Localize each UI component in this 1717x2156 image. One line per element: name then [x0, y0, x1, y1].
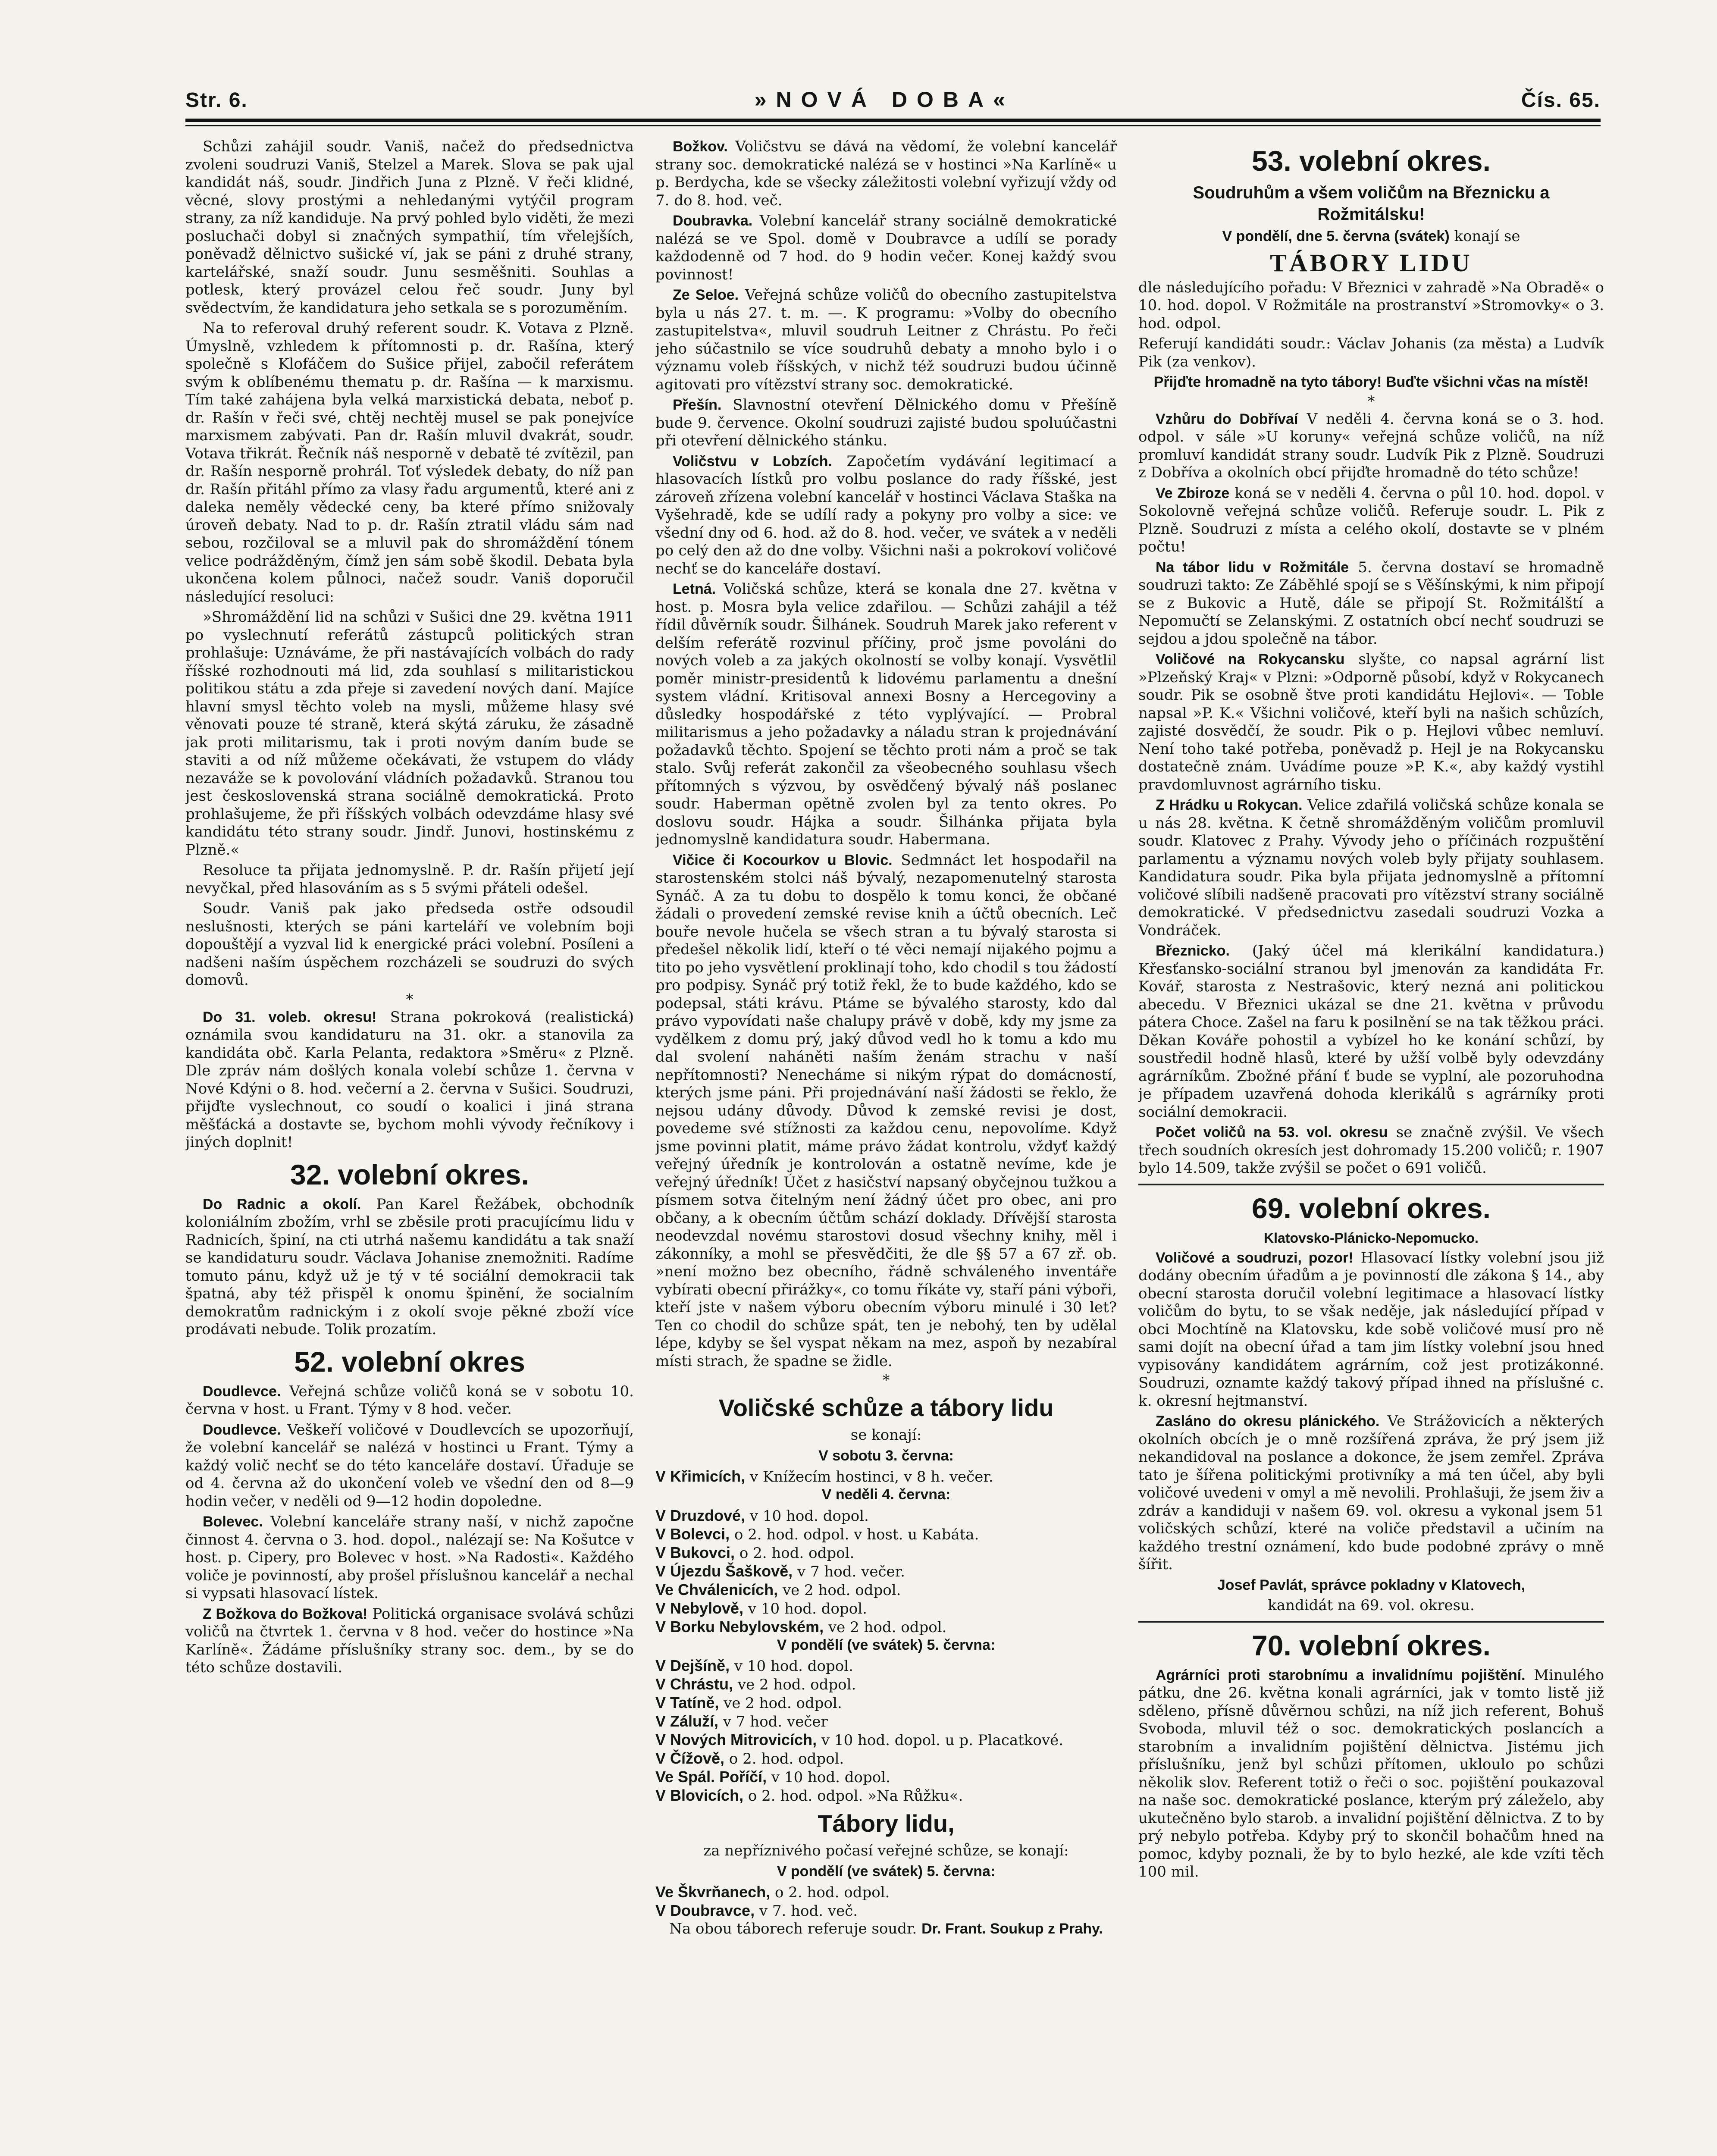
- section-subheading: Klatovsko-Plánicko-Nepomucko.: [1264, 1230, 1479, 1246]
- rally-item-place: V Doubravce,: [655, 1902, 755, 1919]
- schedule-item-time: v 10 hod. dopol.: [745, 1507, 869, 1525]
- section-rule: [1138, 1184, 1604, 1185]
- schedule-item-place: Ve Spál. Poříčí,: [655, 1768, 767, 1786]
- article: [1138, 1413, 1604, 1574]
- article: [1138, 1667, 1604, 1881]
- article-heading: Počet voličů na 53. vol. okresu: [1156, 1124, 1388, 1141]
- schedule-list-sunday: [655, 1507, 1117, 1636]
- rally-item: [655, 1883, 1117, 1902]
- article: [185, 1421, 634, 1511]
- schedule-item-time: ve 2 hod. odpol.: [824, 1618, 947, 1636]
- article-body: Strana pokroková (realistická) oznámila svou kandidaturu na 31. okr. a stanovila za kandidáta obč. Karla Pelanta, redaktora »Směru« z Plzně. Dle zpráv nám došlých konala volebí schůze 1. června v Nové Kdýni o 8. hod. večerní a 2. června v Sušici. Soudruzi, přijďte vyslechnout, co soudí o koalici i jiná strana měšťácká a dostavte se, bychom mohli vývody řečníkovy i jiných doplnit!: [185, 1008, 634, 1151]
- rallies-speaker-name: Dr. Frant. Soukup z Prahy.: [921, 1921, 1103, 1937]
- article-body: Veřejná schůze voličů koná se v sobotu 10. června v host. u Frant. Týmy v 8 hod. večer.: [185, 1382, 634, 1418]
- schedule-item-time: ve 2 hod. odpol.: [719, 1695, 842, 1712]
- section-heading: 70. volební okres.: [1252, 1629, 1491, 1661]
- schedule-item: [655, 1618, 1117, 1636]
- column-1: [185, 138, 634, 2156]
- schedule-item: [655, 1694, 1117, 1712]
- section-heading: 69. volební okres.: [1252, 1192, 1491, 1224]
- article: [1138, 411, 1604, 482]
- article: [655, 852, 1117, 1371]
- article-body: koná se v neděli 4. června o půl 10. hod. dopol. v Sokolovně veřejná schůze voličů. Referuje soudr. L. Pik z Plzně. Soudruzi z místa a celého okolí, dostavte se v plném počtu!: [1138, 484, 1604, 555]
- schedule-item-place: V Křimicích,: [655, 1467, 746, 1485]
- article-body: Slavnostní otevření Dělnického domu v Přešíně bude 9. července. Okolní soudruzi zajisté budou spoluúčastni při otevření dělnického stánku.: [655, 396, 1117, 449]
- article: [1138, 1249, 1604, 1410]
- article-body: Veřejná schůze voličů do obecního zastupitelstva byla u nás 27. t. m. —. K programu: »Volby do obecního zastupitelstva«, mluvil soudruh Leitner z Chrástu. Po řeči jeho súčastnilo se více soudruhů debaty a mnoho bylo i o významu voleb říšských, v nichž též soudruzi budou účinně agitovati pro vítězství strany soc. demokratické.: [655, 286, 1117, 393]
- schedule-item-time: o 2. hod. odpol. v host. u Kabáta.: [730, 1526, 979, 1543]
- article: [1138, 485, 1604, 556]
- schedule-item-time: ve 2 hod. odpol.: [733, 1676, 856, 1693]
- schedule-item-place: V Újezdu Šaškově,: [655, 1562, 793, 1580]
- rally-date-bold: V pondělí, dne 5. června (svátek): [1222, 228, 1450, 244]
- schedule-item: [655, 1657, 1117, 1675]
- article: [655, 212, 1117, 284]
- signature-title: kandidát na 69. vol. okresu.: [1268, 1597, 1475, 1614]
- article-heading: Letná.: [673, 581, 716, 597]
- article-body: Politická organisace svolává schůzi voličů na čtvrtek 1. června v 8 hod. večer do hostince »Na Karlíně«. Žádáme příslušníky strany soc. dem., by se do této schůze dostavili.: [185, 1605, 634, 1676]
- paragraph: Referují kandidáti soudr.: Václav Johanis (za města) a Ludvík Pik (za venkov).: [1138, 335, 1604, 370]
- article-body: se značně zvýšil. Ve všech třech soudních okresích jest dohromady 15.200 voličů; r. 1907 bylo 14.509, takže zvýšil se počet o 691 voličů.: [1138, 1124, 1604, 1177]
- schedule-item-time: v Knížecím hostinci, v 8 h. večer.: [745, 1468, 993, 1485]
- article-heading: Ze Seloe.: [673, 287, 739, 303]
- section-rule: [1138, 1621, 1604, 1623]
- article-heading: Vzhůru do Dobřívaí: [1156, 411, 1298, 427]
- rally-item-time: v 7. hod. več.: [755, 1902, 858, 1920]
- schedule-item: [655, 1581, 1117, 1599]
- rallies-list: [655, 1883, 1117, 1920]
- schedule-subtitle: se konají:: [850, 1426, 922, 1444]
- article-heading: Z Hrádku u Rokycan.: [1156, 797, 1303, 813]
- article-body: Započetím vydávání legitimací a hlasovacích lístků pro volbu poslance do rady říšské, jest zároveň zřízena volební kancelář v hostinci Václava Staška na Vyšehradě, kde se udílí rady a pokyny pro volby a sice: ve všední dny od 6. hod. až do 8. hod. večer, ve svátek a v neděli po celý den až do dne volby. Všichni naši a pokrokoví voličové nechť se do kanceláře dostaví.: [655, 452, 1117, 577]
- schedule-item-place: V Bukovci,: [655, 1543, 735, 1561]
- article-heading: Božkov.: [673, 138, 728, 155]
- schedule-day: V pondělí (ve svátek) 5. června:: [777, 1863, 996, 1880]
- rally-title: TÁBORY LIDU: [1270, 248, 1473, 277]
- schedule-item: [655, 1525, 1117, 1544]
- article-heading: Agrárníci proti starobnímu a invalidnímu pojištění.: [1156, 1667, 1526, 1683]
- article-body: Veškeří voličové v Doudlevcích se upozorňují, že volební kancelář se nalézá v hostinci u Frant. Týmy a každý volič nechť se do této kanceláře dostaví. Úřaduje se od 4. června až do ukončení voleb ve všední den od 8—9 hodin večer, v neděli od 9—12 hodin dopoledne.: [185, 1421, 634, 1510]
- schedule-list-saturday: [655, 1467, 1117, 1486]
- schedule-item-time: o 2. hod. odpol. »Na Růžku«.: [743, 1787, 963, 1805]
- article-body: Minulého pátku, dne 26. května konali agrárníci, jak v tomto listě již sděleno, přísně důvěrnou schůzi, na níž jich referent, Bohuš Svoboda, mluvil též o soc. demokratických poslancích a starobním a invalidním pojištění dělnictva. Jistému jich příslušníku, jenž byl schůzi přítomen, ukloulo po schůzi několik slov. Referent totiž o řeči o soc. pojištění poukazoval na naše soc. demokratické poslance, kterým prý záleželo, aby ukutečněno bylo starob. a invalidní pojištění dělnictva. Z to by prý nebylo potřeba. Kdyby prý to skončil bohačům hned na pomoc, kdyby poznali, že by to bylo hezké, ale kde vzíti těch 100 mil.: [1138, 1666, 1604, 1880]
- rally-date: [1138, 228, 1604, 246]
- article-body: V neděli 4. června koná se o 3. hod. odpol. v sále »U koruny« veřejná schůze voličů, na níž promluví kandidát strany soudr. Ludvík Pik z Plzně. Soudruzi z Dobříva a okolních obcí přijďte hromadně do této schůze!: [1138, 410, 1604, 481]
- schedule-item-time: v 10 hod. dopol.: [767, 1769, 890, 1786]
- article-heading: Doudlevce.: [203, 1421, 281, 1438]
- schedule-list-monday: [655, 1657, 1117, 1805]
- article: [1138, 796, 1604, 940]
- schedule-day: V pondělí (ve svátek) 5. června:: [777, 1636, 996, 1653]
- article-body: Pan Karel Řežábek, obchodník koloniálním zbožím, vrhl se zběsile proti pracujícímu lidu v Radnicích, špiní, na cti utrhá našemu kandidátu a tak snaží se kandidaturu soudr. Václava Johanise znemožniti. Radíme tomuto pánu, když už je tý v té sociální demokracii tak špatná, aby též přispěl k onomu špinění, že socialním demokratům radnickým i z okolí svoje pěkné zboží více prodávati nebude. Tolik prozatím.: [185, 1195, 634, 1338]
- rallies-subtitle: za nepříznivého počasí veřejné schůze, se konají:: [703, 1842, 1069, 1859]
- schedule-item-time: o 2. hod. odpol.: [735, 1544, 855, 1562]
- schedule-item: [655, 1768, 1117, 1786]
- article-body: Volební kancelář strany sociálně demokratické nalézá se ve Spol. domě v Doubravce a udílí se porady každodenně od 7 hod. do 9 hodin večer. Konej každý svou povinnost!: [655, 212, 1117, 283]
- article-heading: Voličové a soudruzi, pozor!: [1156, 1249, 1354, 1266]
- issue-number: Čís. 65.: [1521, 89, 1601, 112]
- schedule-item: [655, 1786, 1117, 1805]
- schedule-item-place: V Dejšíně,: [655, 1657, 730, 1674]
- separator-star: *: [406, 990, 414, 1008]
- header-rule-thin: [185, 125, 1601, 126]
- article-body: Hlasovací lístky volební jsou již dodány obecním úřadům a je povinností dle zákona § 14., aby obecní starosta doručil volební legitimace a hlasovací lístky voličům do bytu, to se však neděje, jak následující případ v obci Mochtíně na Klatovsku, kde sobě voličové musí pro ně sami dojít na obecní úřad a tam jim lístky volební jsou hned vypisovány kandidátem agrárním, což jest protizákonné. Soudruzi, oznamte každý takový případ ihned na příslušné c. k. okresní hejtmanství.: [1138, 1249, 1604, 1410]
- schedule-item: [655, 1731, 1117, 1749]
- schedule-title: Voličské schůze a tábory lidu: [718, 1394, 1054, 1421]
- schedule-item-time: v 7 hod. večer: [718, 1713, 828, 1730]
- article-body: Volební kanceláře strany naší, v nichž započne činnost 4. června o 3. hod. dopol., nalézají se: Na Košutce v host. p. Cipery, pro Bolevec v host. »Na Radosti«. Každého voliče je povinností, aby prošel příslušnou kancelář a nechal si vypsati hlasovací lístek.: [185, 1513, 634, 1602]
- article-body: slyšte, co napsal agrární list »Plzeňský Kraj« v Plzni: »Odporně působí, když v Rokycanech soudr. Pik se osobně štve proti kandidátu Hejlovi«. — Toble napsal »P. K.« Všichni voličové, kteří byli na našich schůzích, zajisté dosvědčí, že soudr. Pik o p. Hejlovi vůbec nemluví. Není toho také potřeba, poněvadž p. Hejl je na Rokycansku dostatečně znám. Uvádíme pouze »P. K.«, aby každý vystihl pravdomluvnost agrárního tisku.: [1138, 651, 1604, 793]
- section-heading: 32. volební okres.: [290, 1158, 529, 1191]
- article-body: (Jaký účel má klerikální kandidatura.) Křesťansko-sociální stranou byl jmenován za kandidáta Fr. Kovář, starosta z Nestrašovic, který nezná ani politickou abecedu. V Březnici ukázal se dne 21. května v průvodu pátera Choce. Zašel na faru k posilnění se na tak těžkou práci. Děkan Kováře pohostil a vybízel ho ke konání schůzí, by soustředil hodně hlasů, které by užší volbě byly odevzdány agrárníkům. Zbožné přání ť bude se vyplní, ale pozoruhodna je případem uzavřená dohoda klerikálů s agrárníky proti sociální demokracii.: [1138, 942, 1604, 1121]
- schedule-item-place: V Nových Mitrovicích,: [655, 1731, 817, 1749]
- paragraph: Soudr. Vaniš pak jako předseda ostře odsoudil neslušnosti, kterých se páni karteláří ve volebním boji dopouštějí a vyzval lid k energické práci volební. Posíleni a nadšeni naším úspěchem rozcházeli se soudruzi do svých domovů.: [185, 900, 634, 989]
- article-heading: Z Božkova do Božkova!: [203, 1605, 368, 1622]
- columns: [185, 138, 1604, 2156]
- article: [655, 138, 1117, 210]
- header-rule: [185, 119, 1601, 122]
- article-body: Velice zdařilá voličská schůze konala se u nás 28. května. K četně shromážděným voličům promluvil soudr. Klatovec z Prahy. Vývody jeho o příčinách rozpuštění parlamentu a významu nových voleb byly přijaty souhlasem. Kandidatura soudr. Pika byla přijata jednomyslně a přítomní voličové slíbili nadšeně pracovati pro vítězství strany sociálně demokratické. V předsednictvu zasedali soudruzi Vozka a Vondráček.: [1138, 796, 1604, 939]
- column-2: [655, 138, 1117, 2156]
- rally-item: [655, 1902, 1117, 1920]
- schedule-item-place: V Bolevci,: [655, 1525, 730, 1543]
- article: [655, 453, 1117, 578]
- schedule-item: [655, 1467, 1117, 1486]
- article-heading: Do 31. voleb. okresu!: [203, 1009, 377, 1025]
- article-heading: Ve Zbiroze: [1156, 485, 1230, 501]
- article: [655, 286, 1117, 394]
- schedule-item-time: v 10 hod. dopol.: [743, 1600, 867, 1617]
- schedule-item-place: V Chrástu,: [655, 1675, 733, 1693]
- article: [1138, 942, 1604, 1121]
- rallies-title: Tábory lidu,: [818, 1810, 955, 1837]
- schedule-item-place: V Záluží,: [655, 1712, 719, 1730]
- article-heading: Do Radnic a okolí.: [203, 1196, 361, 1213]
- schedule-item: [655, 1599, 1117, 1618]
- schedule-item-time: v 10 hod. dopol. u p. Placatkové.: [817, 1732, 1063, 1749]
- paragraph: Na to referoval druhý referent soudr. K. Votava z Plzně. Úmyslně, vzhledem k přítomnosti p. dr. Rašína, který společně s Klofáčem do Sušice přijel, zabočil referátem svým k oblíbenému thematu p. dr. Rašína — k marxismu. Tím také zahájena byla velká marxistická debata, neboť p. dr. Rašín v řeči své, chtěj nechtěj musel se pak ponejvíce marxismem zabývati. Pan dr. Rašín mluvil dvakrát, soudr. Votava třikrát. Řečník náš nesporně v debatě té zvítězil, pan dr. Rašín nesporně prohrál. Toť výsledek debaty, do níž pan dr. Rašín přitáhl přímo za vlasy řadu argumentů, které ani z daleka neměly vědecké ceny, ba které přímo snižovaly úroveň debaty. Nad to p. dr. Rašín ztratil vládu sám nad sebou, rozčiloval se a mluvil pak do shromáždění tónem velice podrážděným, čímž jen sám sobě škodil. Debata byla ukončena kolem půlnoci, načež soudr. Vaniš doporučil následující resoluci:: [185, 320, 634, 605]
- paragraph: Schůzi zahájil soudr. Vaniš, načež do předsednictva zvoleni soudruzi Vaniš, Stelzel a Marek. Slova se pak ujal kandidát náš, soudr. Jindřich Juna z Plzně. V řeči klidné, věcné, slovy prostými a nehledanými vytýčil program strany, za níž kandiduje. Na prvý pohled bylo viděti, že mezi posluchači dobyl si značných sympathií, tím vřelejších, poněvadž dělnictvo sušické ví, jak se páni z druhé strany, kartelářské, snaží soudr. Junu sesměšniti. Souhlas a potlesk, který provázel celou řeč soudr. Juny byl svědectvím, že kandidatura jeho setkala se s porozuměním.: [185, 138, 634, 317]
- schedule-item-place: V Blovicích,: [655, 1786, 744, 1804]
- article-body: Voličstvu se dává na vědomí, že volební kancelář strany soc. demokratické nalézá se v hostinci »Na Karlíně« u p. Berdycha, kde se všecky záležitosti volební vyřizují vždy od 7. do 8. hod. več.: [655, 138, 1117, 209]
- article-heading: Zasláno do okresu plánického.: [1156, 1413, 1380, 1429]
- article: [185, 1513, 634, 1603]
- article-heading: Voličové na Rokycansku: [1156, 651, 1345, 667]
- article-body: Sedmnáct let hospodařil na starostenském stolci náš bývalý, nezapomenutelný starosta Synáč. A za tu dobu to dospělo k tomu konci, že občané žádali o provedení zemské revise knih a účtů obecních. Leč bouře nevole hučela se všech stran a tu bývalý starosta si předešel několik lidí, kteří o té věci nemají nijakého pojmu a tito po jeho vysvětlení proklinají toho, kdo chodil s tou žádostí pro podpisy. Synáč prý totiž řekl, že to bude každého, kdo se podepsal, státi krávu. Ptáme se bývalého starosty, kdo dal právo vypovídati naše chalupy právě v době, kdy my jsme za vydělkem z domu prý, jaký důvod vedl ho k tomu a kdo mu dal svolení naháněti naším ženám strachu v naší nepřítomnosti? Nenecháme si nikým rýpat do domácností, kterých jsme páni. Při projednávání naší žádosti se řeklo, že nejsou udány důvody. Důvod k zemské revisi je dost, povedeme své stížnosti za každou cenu, nepovolíme. Když jsme povinni platit, máme právo žádat kontrolu, vždyť každý veřejný úředník je kontrolován a ostatně nevíme, kde je veřejný úředník! Účet z hasičství napsaný obyčejnou tužkou a písmem sotva čitelným není žádný účet pro obec, ani pro občany, a k obecním účtům schází doklady. Dřívější starosta neodevzdal novému starostovi dosud všechny knihy, měl i zákonníky, a mohl se přesvědčiti, že dle §§ 57 a 67 zř. ob. »není možno bez obecního, řádně schváleného inventáře vybírati obecní přirážky«, co tomu říkáte vy, staří páni výboři, kteří jste v našem výboru obecním výboru minulé i 30 let? Ten co chodil do schůze spát, ten je nebohý, ten by udělal lépe, kdyby se šel vyspat někam na mez, aspoň by nezabíral místi strach, že spadne se židle.: [655, 851, 1117, 1370]
- article-heading: Vičice či Kocourkov u Blovic.: [673, 852, 893, 868]
- article-heading: Doudlevce.: [203, 1383, 281, 1400]
- article-heading: Bolevec.: [203, 1514, 263, 1530]
- schedule-item-place: V Tatíně,: [655, 1694, 719, 1711]
- schedule-item-time: o 2. hod. odpol.: [724, 1750, 844, 1767]
- article: [185, 1605, 634, 1677]
- article: [1138, 559, 1604, 649]
- article: [185, 1009, 634, 1152]
- schedule-item-place: V Druzdové,: [655, 1506, 746, 1524]
- schedule-item: [655, 1675, 1117, 1694]
- schedule-day: V sobotu 3. června:: [818, 1447, 954, 1464]
- paragraph: Přijďte hromadně na tyto tábory! Buďte všichni včas na místě!: [1153, 374, 1589, 390]
- article: [1138, 1124, 1604, 1178]
- separator-star: *: [882, 1372, 890, 1389]
- rally-date-text: konají se: [1449, 228, 1520, 245]
- rally-item-time: o 2. hod. odpol.: [770, 1884, 890, 1901]
- article-heading: Březnicko.: [1156, 943, 1230, 959]
- schedule-item-place: V Borku Nebylovském,: [655, 1617, 824, 1636]
- appeal-heading: Soudruhům a všem voličům na Březnicku a Rožmitálsku!: [1193, 183, 1550, 224]
- article: [185, 1383, 634, 1419]
- paragraph: Resoluce ta přijata jednomyslně. P. dr. Rašín přijetí její nevyčkal, před hlasováním as s 5 svými přáteli odešel.: [185, 862, 634, 897]
- schedule-day: V neděli 4. června:: [821, 1486, 951, 1503]
- schedule-item-time: v 7 hod. večer.: [793, 1563, 905, 1580]
- article-body: Ve Strážovicích a některých okolních obcích je o mně rozšířená zpráva, že prý jsem již nekandidoval na poslance a dokonce, že jsem zemřel. Zpráva tato je šířena politickými protivníky a má ten účel, aby byli voličové uvedeni v omyl a mě nevolili. Prohlašuji, že jsem živ a zdráv a kandiduji v našem 69. vol. okresu a vykonal jsem 51 voličských schůzí, které na voliče představil a učiním na každého trestní oznámení, kdo bude podobné zprávy o mně šířit.: [1138, 1413, 1604, 1573]
- schedule-item-time: v 10 hod. dopol.: [730, 1658, 853, 1675]
- schedule-item: [655, 1749, 1117, 1768]
- schedule-item-place: Ve Chválenicích,: [655, 1580, 778, 1598]
- schedule-item: [655, 1507, 1117, 1525]
- rallies-speaker-text: Na obou táborech referuje soudr.: [669, 1920, 917, 1937]
- article-heading: Voličstvu v Lobzích.: [673, 453, 832, 470]
- article: [185, 1196, 634, 1339]
- article-body: Voličská schůze, která se konala dne 27. května v host. p. Mosra byla velice zdařilou. — Schůzi zahájil a též řídil důvěrník soudr. Šilhánek. Soudruh Marek jako referent v delším referátě rozvinul příčiny, proč jsme povoláni do nových voleb a za jakých okolností se volby konají. Vysvětlil poměr ministr-presidentů k lidovému parlamentu a dnešní system vládní. Kritisoval annexi Bosny a Hercegoviny a důsledky hospodářské z této vyplývající. — Probral militarismus a jeho požadavky a náladu stran k projednávání požadavků těchto. Spojení se těchto proti nám a proč se tak stalo. Svůj referát zakončil za všeobecného souhlasu všech přítomných s výzvou, by osvědčený bývalý náš poslanec soudr. Haberman opětně zvolen byl za tento okres. Po doslovu soudr. Hájka a soudr. Šilhánka přijata byla jednomyslně kandidatura soudr. Habermana.: [655, 580, 1117, 848]
- article-body: 5. června dostaví se hromadně soudruzi takto: Ze Záběhlé spojí se s Věšínskými, k nim připojí se z Bukovic a Hutě, dále se připojí St. Rožmitálští a Nepomučtí se Zelanskými. Z ostatních obcí nechť soudruzi se sejdou a jdou společně na tábor.: [1138, 558, 1604, 648]
- section-heading: 53. volební okres.: [1252, 145, 1491, 177]
- separator-star: *: [1367, 392, 1375, 410]
- column-3: [1138, 138, 1604, 2156]
- rallies-speaker: [655, 1920, 1117, 1938]
- schedule-item: [655, 1712, 1117, 1731]
- article-heading: Doubravka.: [673, 213, 753, 229]
- schedule-item-place: V Nebylově,: [655, 1599, 744, 1617]
- page-header: [185, 82, 1601, 112]
- article-heading: Na tábor lidu v Rožmitále: [1156, 559, 1349, 576]
- article-heading: Přešín.: [673, 397, 722, 413]
- signature: Josef Pavlát, správce pokladny v Klatovech,: [1217, 1576, 1526, 1593]
- rally-item-place: Ve Škvrňanech,: [655, 1883, 771, 1901]
- schedule-item: [655, 1562, 1117, 1581]
- article: [1138, 651, 1604, 794]
- schedule-item: [655, 1544, 1117, 1562]
- page-number: Str. 6.: [185, 89, 248, 112]
- section-heading: 52. volební okres: [294, 1345, 525, 1378]
- article: [655, 580, 1117, 849]
- paragraph: dle následujícího pořadu: V Březnici v zahradě »Na Obradě« o 10. hod. dopol. V Rožmitále na prostranství »Stromovky« o 3. hod. odpol.: [1138, 279, 1604, 332]
- newspaper-title: »NOVÁ DOBA«: [754, 88, 1015, 112]
- article: [655, 396, 1117, 450]
- resolution: »Shromáždění lid na schůzi v Sušici dne 29. května 1911 po vyslechnutí referátů zástupců politických stran prohlašuje: Uznáváme, že při nastávajících volbách do rady říšské rozhodnouti má lid, zda souhlasí s militaristickou politikou státu a zda přeje si zavedení nových daní. Majíce hlavní smysl těchto voleb na mysli, můžeme hlasy své věnovati pouze té straně, která skýtá záruku, že zásadně jak proti militarismu, tak i proti novým daním bude se staviti a od níž můžeme očekávati, že vstupem do vlády nezaváže se k povolování vládních požadavků. Stranou tou jest československá strana sociálně demokratická. Proto prohlašujeme, že při říšských volbách odevzdáme hlasy své kandidátu této strany soudr. Jindř. Junovi, hostinskému z Plzně.«: [185, 608, 634, 859]
- schedule-item-place: V Čížově,: [655, 1749, 725, 1767]
- schedule-item-time: ve 2 hod. odpol.: [778, 1581, 901, 1599]
